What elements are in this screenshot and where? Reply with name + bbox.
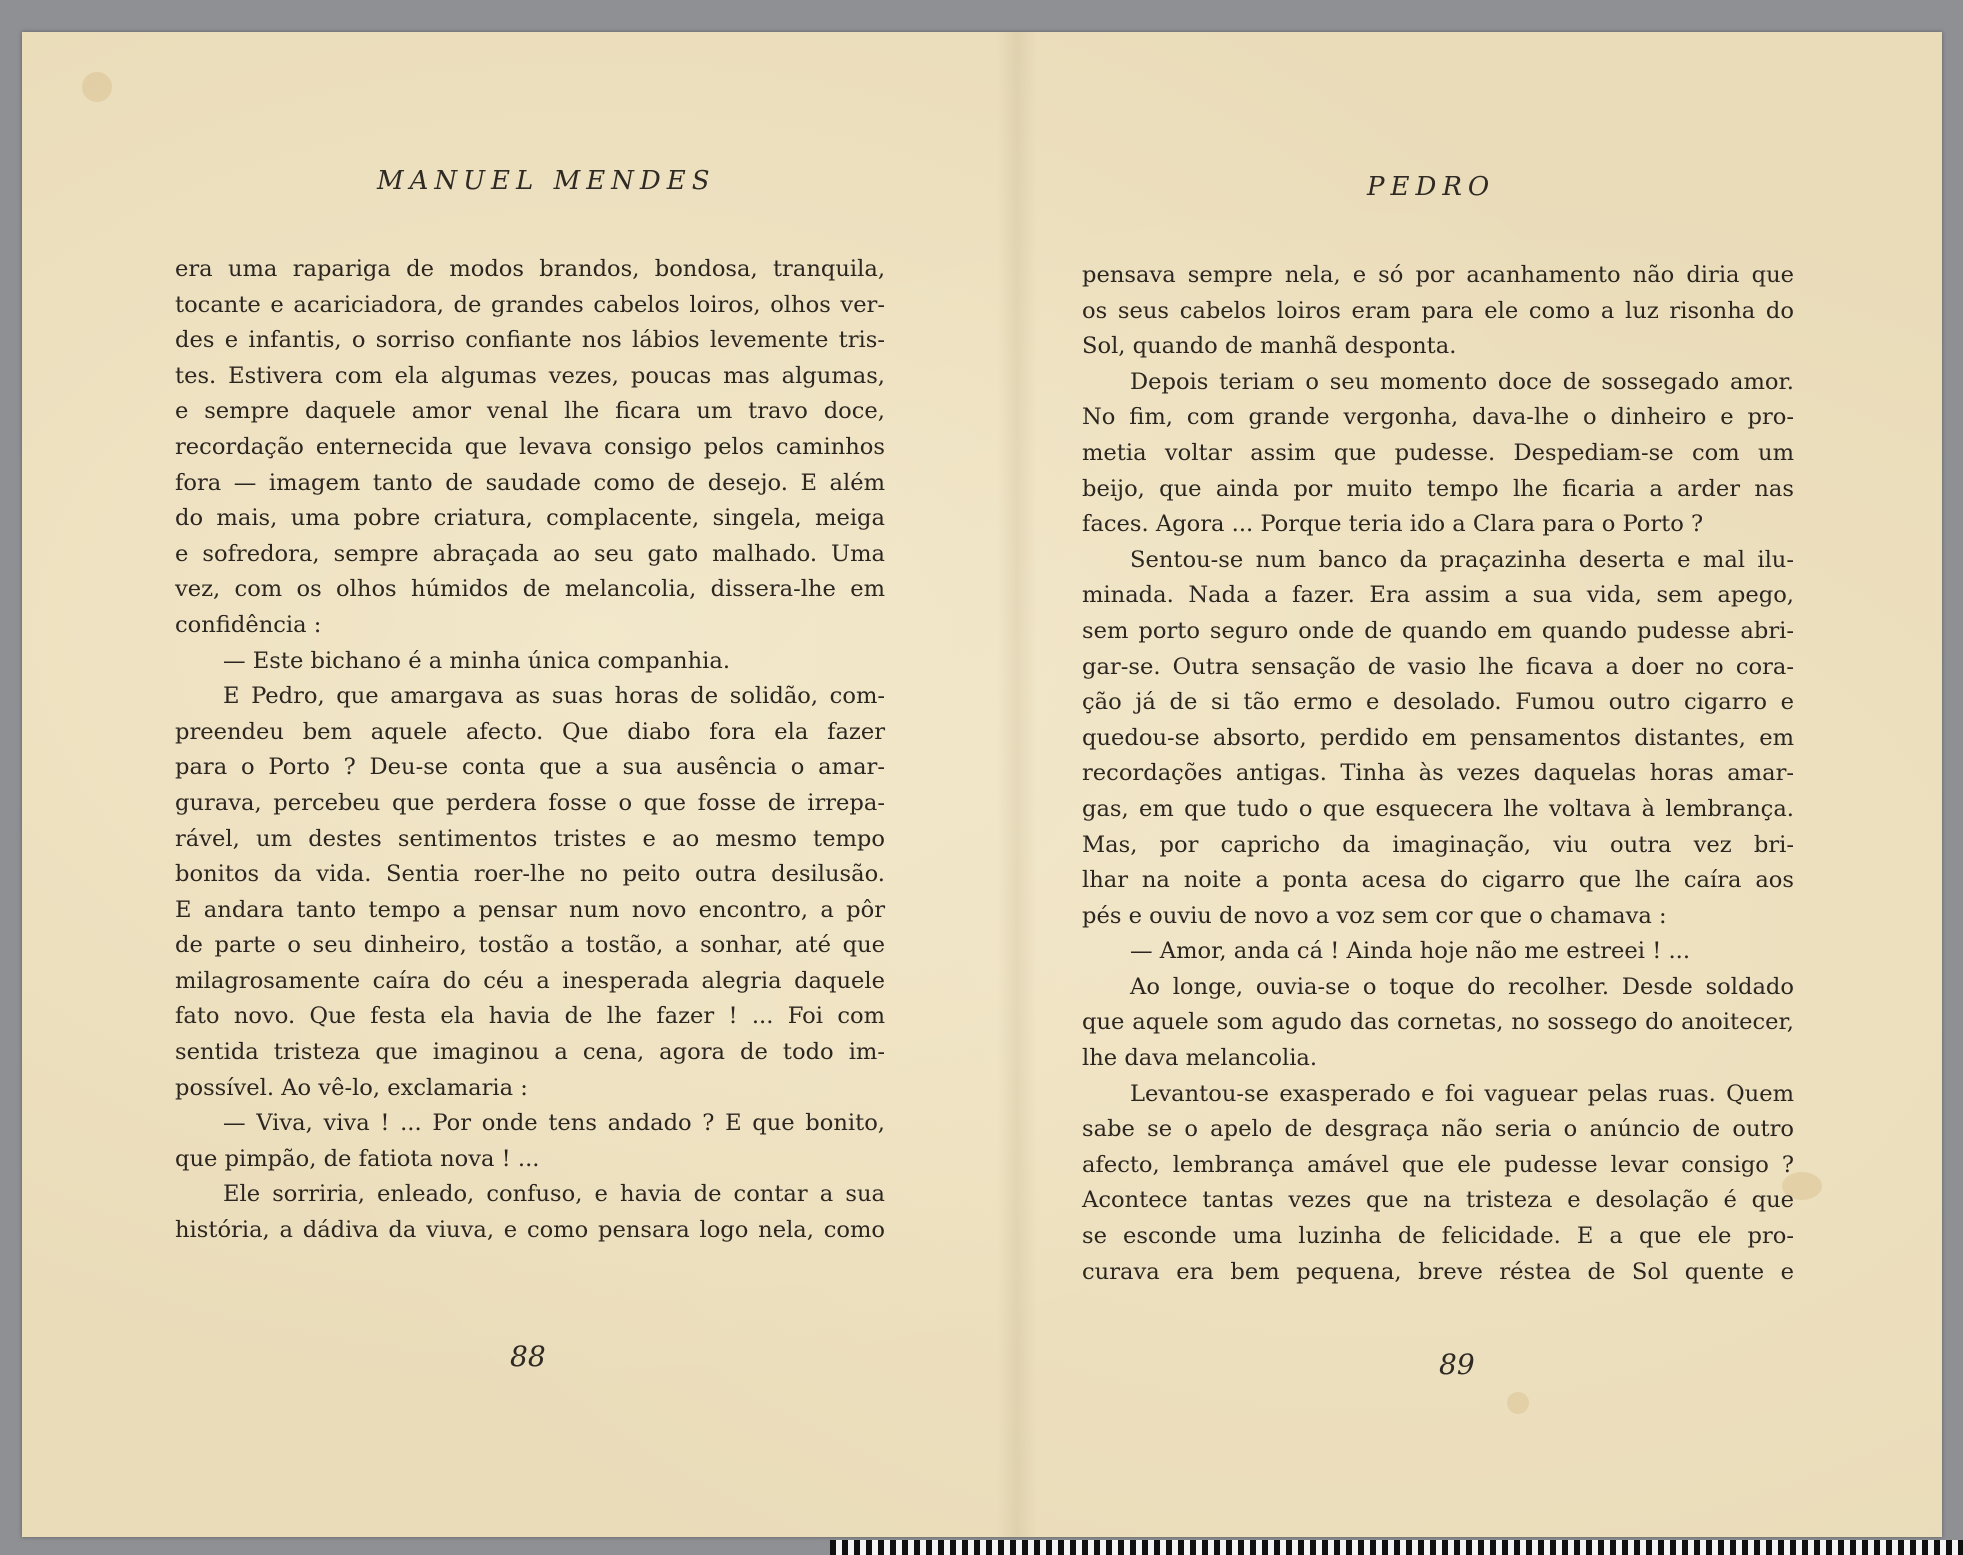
text-line: se esconde uma luzinha de felicidade. E a que ele pro-: [1082, 1223, 1794, 1250]
text-line: — Viva, viva ! ... Por onde tens andado ? E que bonito,: [223, 1110, 885, 1137]
text-line: Sentou-se num banco da praçazinha deserta e mal ilu-: [1130, 546, 1794, 573]
text-line: faces. Agora ... Porque teria ido a Clara para o Porto ?: [1082, 511, 1704, 538]
text-line: — Amor, anda cá ! Ainda hoje não me estreei ! ...: [1130, 938, 1691, 965]
text-line: possível. Ao vê-lo, exclamaria :: [175, 1074, 528, 1101]
page-number-right: 89: [1439, 1348, 1475, 1381]
text-line: gas, em que tudo o que esquecera lhe voltava à lembrança.: [1082, 795, 1794, 822]
text-line: que pimpão, de fatiota nova ! ...: [175, 1145, 540, 1172]
running-head-author: MANUEL MENDES: [377, 166, 716, 196]
text-line: gurava, percebeu que perdera fosse o que fosse de irrepa-: [175, 789, 885, 816]
text-line: rável, um destes sentimentos tristes e ao mesmo tempo: [175, 825, 885, 852]
text-line: preendeu bem aquele afecto. Que diabo fora ela fazer: [175, 718, 885, 745]
text-line: beijo, que ainda por muito tempo lhe ficaria a arder nas: [1082, 475, 1794, 502]
text-line: Levantou-se exasperado e foi vaguear pelas ruas. Quem: [1130, 1080, 1794, 1107]
right-page: [997, 32, 1942, 1537]
text-line: Ele sorriria, enleado, confuso, e havia de contar a sua: [223, 1181, 885, 1208]
text-line: sem porto seguro onde de quando em quando pudesse abri-: [1082, 617, 1794, 644]
text-line: pensava sempre nela, e só por acanhamento não diria que: [1082, 262, 1794, 288]
text-line: — Este bichano é a minha única companhia.: [223, 647, 731, 674]
text-line: sentida tristeza que imaginou a cena, agora de todo im-: [175, 1039, 885, 1066]
text-line: E Pedro, que amargava as suas horas de solidão, com-: [223, 683, 885, 710]
text-line: os seus cabelos loiros eram para ele como a luz risonha do: [1082, 297, 1794, 324]
text-line: tes. Estivera com ela algumas vezes, poucas mas algumas,: [175, 362, 885, 389]
text-line: E andara tanto tempo a pensar num novo encontro, a pôr: [175, 896, 885, 923]
text-line: de parte o seu dinheiro, tostão a tostão, a sonhar, até que: [175, 932, 885, 959]
text-line: fato novo. Que festa ela havia de lhe fazer ! ... Foi com: [175, 1003, 885, 1030]
text-line: confidência :: [175, 611, 322, 638]
text-line: curava era bem pequena, breve réstea de Sol quente e: [1082, 1258, 1794, 1285]
book-spread: [22, 32, 1942, 1537]
page-number-left: 88: [510, 1340, 546, 1373]
text-line: lhar na noite a ponta acesa do cigarro que lhe caíra aos: [1082, 867, 1794, 894]
text-line: recordação enternecida que levava consigo pelos caminhos: [175, 433, 885, 460]
text-line: Depois teriam o seu momento doce de sossegado amor.: [1130, 368, 1794, 395]
text-line: des e infantis, o sorriso confiante nos lábios levemente tris-: [175, 327, 885, 354]
text-line: história, a dádiva da viuva, e como pensara logo nela, como: [175, 1217, 885, 1244]
text-line: era uma rapariga de modos brandos, bondosa, tranquila,: [175, 256, 885, 282]
text-line: e sofredora, sempre abraçada ao seu gato malhado. Uma: [175, 540, 885, 567]
text-line: vez, com os olhos húmidos de melancolia, dissera-lhe em: [175, 576, 885, 603]
text-line: Mas, por capricho da imaginação, viu outra vez bri-: [1082, 831, 1794, 858]
text-line: pés e ouviu de novo a voz sem cor que o chamava :: [1082, 902, 1667, 929]
text-line: gar-se. Outra sensação de vasio lhe ficava a doer no cora-: [1082, 653, 1794, 680]
running-head-title: PEDRO: [1367, 172, 1496, 202]
left-page-body: [175, 252, 885, 1249]
text-line: afecto, lembrança amável que ele pudesse levar consigo ?: [1082, 1151, 1794, 1178]
text-line: fora — imagem tanto de saudade como de desejo. E além: [175, 469, 885, 496]
text-line: Ao longe, ouvia-se o toque do recolher. Desde soldado: [1130, 973, 1794, 1000]
text-line: Sol, quando de manhã desponta.: [1082, 333, 1457, 360]
text-line: No fim, com grande vergonha, dava-lhe o dinheiro e pro-: [1082, 404, 1794, 431]
text-line: lhe dava melancolia.: [1082, 1045, 1318, 1072]
right-page-body: [1082, 258, 1794, 1290]
text-line: para o Porto ? Deu-se conta que a sua ausência o amar-: [175, 754, 885, 781]
text-line: tocante e acariciadora, de grandes cabelos loiros, olhos ver-: [175, 291, 885, 318]
text-line: ção já de si tão ermo e desolado. Fumou outro cigarro e: [1082, 689, 1794, 716]
text-line: quedou-se absorto, perdido em pensamentos distantes, em: [1082, 724, 1794, 751]
text-line: minada. Nada a fazer. Era assim a sua vida, sem apego,: [1082, 582, 1794, 609]
text-line: metia voltar assim que pudesse. Despediam-se com um: [1082, 439, 1794, 466]
text-line: sabe se o apelo de desgraça não seria o anúncio de outro: [1082, 1116, 1794, 1143]
text-line: e sempre daquele amor venal lhe ficara um travo doce,: [175, 398, 885, 425]
text-line: bonitos da vida. Sentia roer-lhe no peito outra desilusão.: [175, 861, 885, 888]
text-line: que aquele som agudo das cornetas, no sossego do anoitecer,: [1082, 1009, 1794, 1036]
color-scale-bar: [830, 1540, 1963, 1555]
text-line: Acontece tantas vezes que na tristeza e desolação é que: [1082, 1187, 1794, 1214]
text-line: do mais, uma pobre criatura, complacente, singela, meiga: [175, 505, 885, 532]
left-page: [22, 32, 997, 1537]
text-line: milagrosamente caíra do céu a inesperada alegria daquele: [175, 967, 885, 994]
text-line: recordações antigas. Tinha às vezes daquelas horas amar-: [1082, 760, 1794, 787]
